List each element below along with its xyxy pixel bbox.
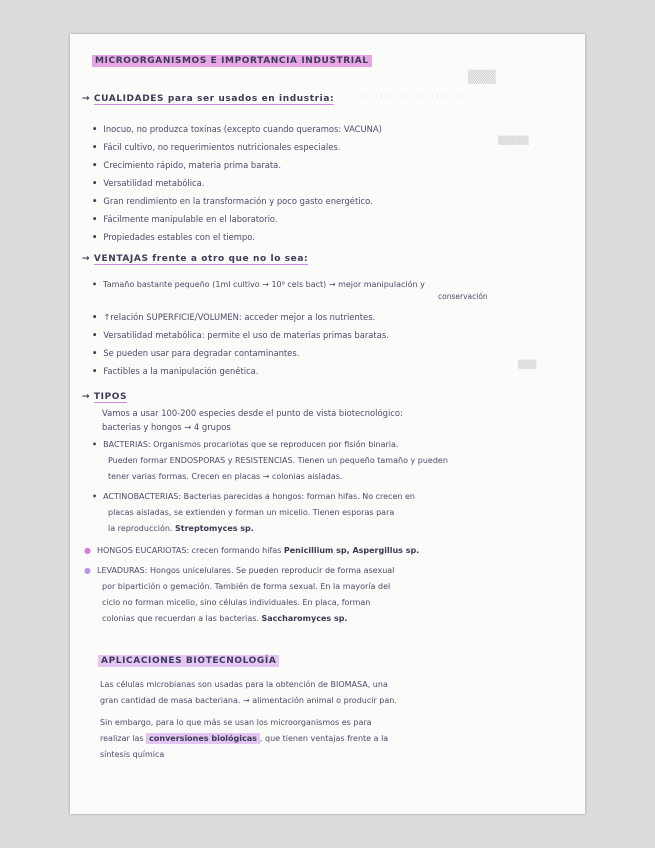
bleed-through-mark: ▒▒▒ bbox=[518, 360, 537, 369]
section-heading-aplicaciones: APLICACIONES BIOTECNOLOGÍA bbox=[98, 654, 279, 668]
list-item-bacterias: • BACTERIAS: Organismos procariotas que se reproducen por fisión binaria. bbox=[92, 438, 398, 452]
list-item: • Propiedades estables con el tiempo. bbox=[92, 230, 255, 244]
list-item-levaduras: ● LEVADURAS: Hongos unicelulares. Se pueden reproducir de forma asexual bbox=[84, 564, 394, 578]
paragraph-line: realizar las conversiones biológicas , que tienen ventajas frente a la bbox=[100, 734, 389, 743]
arrow-icon: → bbox=[82, 94, 94, 104]
list-item-actinobacterias: • ACTINOBACTERIAS: Bacterias parecidas a hongos: forman hifas. No crecen en bbox=[92, 490, 415, 504]
list-item-hongos: ● HONGOS EUCARIOTAS: crecen formando hifas Penicillium sp, Aspergillus sp. bbox=[84, 544, 419, 558]
list-item: • Fácilmente manipulable en el laboratorio. bbox=[92, 212, 278, 226]
highlight-conversiones: conversiones biológicas bbox=[146, 733, 260, 744]
tipos-intro: bacterias y hongos → 4 grupos bbox=[102, 422, 231, 432]
list-item: • Crecimiento rápido, materia prima barata. bbox=[92, 158, 281, 172]
section-heading-cualidades: → CUALIDADES para ser usados en industria: bbox=[82, 94, 335, 104]
paragraph-line: gran cantidad de masa bacteriana. → alimentación animal o producir pan. bbox=[100, 696, 397, 705]
paragraph-line: síntesis química bbox=[100, 750, 165, 759]
list-item-continuation: tener varias formas. Crecen en placas → colonias aisladas. bbox=[108, 472, 343, 481]
list-item-continuation: Pueden formar ENDOSPORAS y RESISTENCIAS. Tienen un pequeño tamaño y pueden bbox=[108, 456, 448, 465]
list-item-continuation: placas aisladas, se extienden y forman un micelio. Tienen esporas para bbox=[108, 508, 395, 517]
bleed-through-mark: ▒▒▒▒▒ bbox=[498, 136, 529, 145]
list-item-continuation: colonias que recuerdan a las bacterias. Saccharomyces sp. bbox=[102, 614, 348, 623]
notebook-page bbox=[70, 34, 585, 814]
list-item-continuation: conservación bbox=[438, 292, 488, 301]
list-item: • Gran rendimiento en la transformación y poco gasto energético. bbox=[92, 194, 373, 208]
arrow-icon: → bbox=[82, 254, 94, 264]
list-item: • Se pueden usar para degradar contaminantes. bbox=[92, 346, 299, 360]
arrow-icon: → bbox=[82, 392, 94, 402]
paragraph-line: Las células microbianas son usadas para la obtención de BIOMASA, una bbox=[100, 680, 388, 689]
bleed-through-mark: · · · · · · · · · · · · · · · · · · · · · bbox=[360, 92, 465, 101]
list-item: • Tamaño bastante pequeño (1ml cultivo → 10⁹ cels bact) → mejor manipulación y bbox=[92, 278, 425, 292]
list-item: • Versatilidad metabólica. bbox=[92, 176, 204, 190]
list-item: • Inocuo, no produzca toxinas (excepto cuando queramos: VACUNA) bbox=[92, 122, 382, 136]
bleed-through-mark: ▒▒▒ bbox=[468, 70, 496, 84]
tipos-intro: Vamos a usar 100-200 especies desde el punto de vista biotecnológico: bbox=[102, 408, 403, 418]
list-item: • Versatilidad metabólica: permite el uso de materias primas baratas. bbox=[92, 328, 389, 342]
list-item-continuation: ciclo no forman micelio, sino células individuales. En placa, forman bbox=[102, 598, 371, 607]
paragraph-line: Sin embargo, para lo que más se usan los microorganismos es para bbox=[100, 718, 372, 727]
list-item-continuation: por bipartición o gemación. También de forma sexual. En la mayoría del bbox=[102, 582, 391, 591]
list-item-continuation: la reproducción. Streptomyces sp. bbox=[108, 524, 254, 533]
section-heading-ventajas: → VENTAJAS frente a otro que no lo sea: bbox=[82, 254, 309, 264]
section-heading-tipos: → TIPOS bbox=[82, 392, 128, 402]
list-item: • ↑relación SUPERFICIE/VOLUMEN: acceder mejor a los nutrientes. bbox=[92, 310, 375, 324]
page-title: MICROORGANISMOS E IMPORTANCIA INDUSTRIAL bbox=[92, 54, 372, 68]
list-item: • Factibles a la manipulación genética. bbox=[92, 364, 258, 378]
list-item: • Fácil cultivo, no requerimientos nutricionales especiales. bbox=[92, 140, 340, 154]
